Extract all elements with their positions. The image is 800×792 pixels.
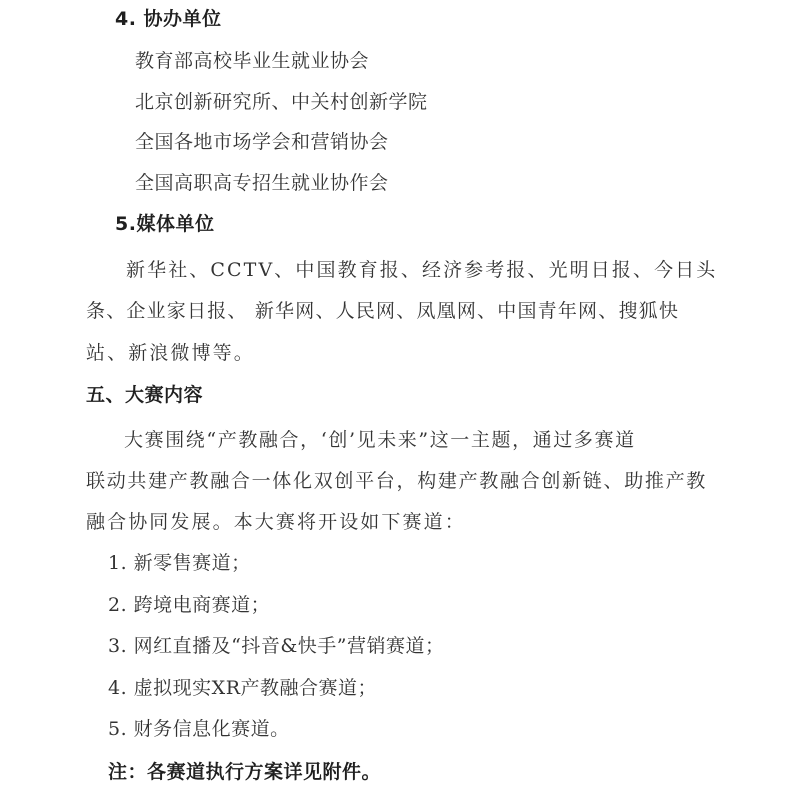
content-paragraph-line: 融合协同发展。本大赛将开设如下赛道： [86, 511, 466, 533]
track-item: 2. 跨境电商赛道； [108, 594, 271, 616]
media-line: 站、新浪微博等。 [86, 342, 255, 364]
organizer-item: 全国高职高专招生就业协作会 [135, 172, 389, 194]
organizer-item: 教育部高校毕业生就业协会 [135, 50, 370, 72]
media-line: 条、企业家日报、 新华网、人民网、凤凰网、中国青年网、搜狐快 [86, 300, 680, 322]
note-text: 注：各赛道执行方案详见附件。 [108, 761, 382, 783]
content-paragraph-line: 联动共建产教融合一体化双创平台，构建产教融合创新链、助推产教 [86, 470, 708, 492]
chapter-5-heading: 五、大赛内容 [86, 384, 204, 406]
track-item: 4. 虚拟现实XR产教融合赛道； [108, 677, 378, 699]
content-paragraph-line: 大赛围绕“产教融合，‘创’见未来”这一主题，通过多赛道 [124, 429, 636, 451]
track-item: 3. 网红直播及“抖音&快手”营销赛道； [108, 635, 445, 657]
track-item: 1. 新零售赛道； [108, 552, 251, 574]
media-line: 新华社、CCTV、中国教育报、经济参考报、光明日报、今日头 [126, 259, 718, 281]
organizer-item: 北京创新研究所、中关村创新学院 [135, 91, 428, 113]
section-5-heading: 5.媒体单位 [115, 213, 215, 235]
track-item: 5. 财务信息化赛道。 [108, 718, 290, 740]
organizer-item: 全国各地市场学会和营销协会 [135, 131, 389, 153]
section-4-heading: 4. 协办单位 [115, 8, 222, 30]
